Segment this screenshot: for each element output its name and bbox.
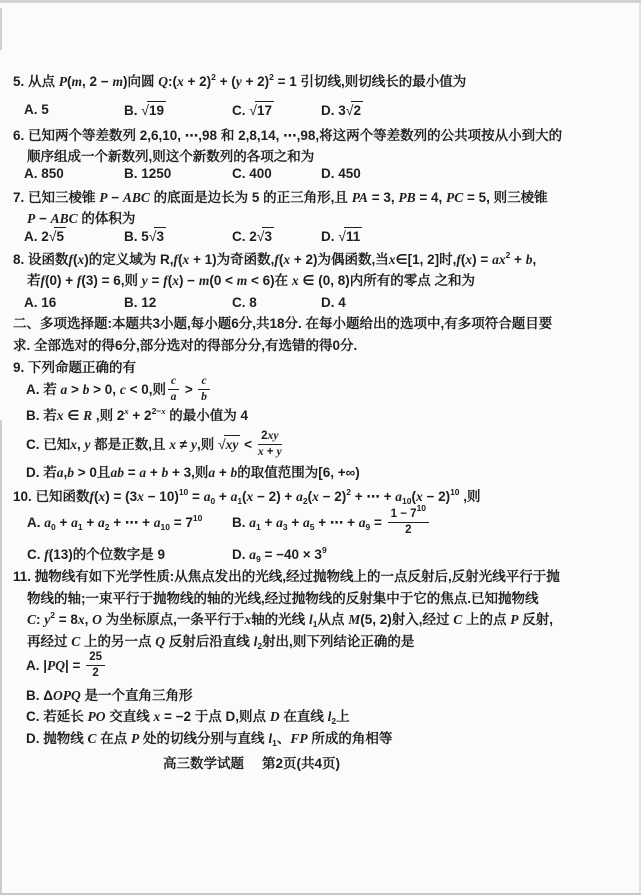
question-7-stem-line1: 7. 已知三棱锥 P − ABC 的底面是边长为 5 的正三角形,且 PA = 3, PB = 4, PC = 5, 则三棱锥 [13,190,548,205]
q8-option-c: C. 8 [232,295,257,310]
scan-topleft-edge [0,8,2,50]
section-2-header-line2: 求. 全部选对的得6分,部分选对的得部分分,有选错的得0分. [13,338,358,353]
q5-option-b: B. √19 [124,102,164,118]
q8-option-d: D. 4 [321,295,346,310]
scan-top-edge [0,0,641,3]
q5-option-c: C. √17 [232,102,272,118]
q5-option-a: A. 5 [24,102,49,117]
question-6-options [0,164,635,184]
q6-option-d: D. 450 [321,166,361,181]
question-11-stem-line4: 再经过 C 上的另一点 Q 反射后沿直线 $l_2$射出,则下列结论正确的是 [27,634,415,651]
question-5-stem: 5. 从点 P(m, 2 − m)向圆 Q:(x + $2)^2 + (y + 2)^2 = 1$ 引切线,则切线长的最小值为 [13,72,467,89]
q7-option-b: B. 5√3 [124,228,164,244]
question-6-stem-line2: 顺序组成一个新数列,则这个新数列的各项之和为 [27,149,315,164]
question-5-options [0,99,635,122]
q7-option-c: C. 2√3 [232,228,272,244]
q5-option-d: D. 3√2 [321,102,361,118]
q6-option-b: B. 1250 [124,166,172,181]
footer-exam-title: 高三数学试题 [163,756,244,771]
question-8-options [0,293,635,313]
q9-option-c: C. 已知x, y 都是正数,且 x ≠ y,则 √xy < $\frac{2xy}{x + y}$ [26,429,282,458]
q6-option-a: A. 850 [24,166,64,181]
question-8-stem-line2: 若f(0) + f(3) = 6,则 y = f(x) − m(0 < m < 6)在 x ∈ (0, 8)内所有的零点 之和为 [27,273,476,288]
section-2-header-line1: 二、多项选择题:本题共3小题,每小题6分,共18分. 在每小题给出的选项中,有多项符合题目要 [13,316,553,331]
question-7-stem-line2: P − ABC 的体积为 [27,211,136,226]
q11-option-c: C. 若延长 PO 交直线 x = −2 于点 D,则点 D 在直线 $l_2$上 [26,709,350,726]
q7-option-d: D. √11 [321,228,361,244]
q9-option-a: A. 若 a > b > 0, c < 0,则 $\frac{c}{a}$ > $\frac{c}{b}$ [0,375,635,405]
footer-page-number: 第2页(共4页) [262,756,341,771]
q8-option-b: B. 12 [124,295,157,310]
q6-option-c: C. 400 [232,166,272,181]
question-11-stem-line3: C: $y^2 = 8x$, O 为坐标原点,一条平行于x轴的光线 $l_1$从点 M(5, 2)射入,经过 C 上的点 P 反射, [27,610,554,629]
question-9-stem: 9. 下列命题正确的有 [13,360,137,375]
q10-option-a: A. $a_0 + a_1 + a_2$ + ⋯ + $a_{10} = 7^{10}$ [27,513,203,532]
q7-option-a: A. 2√5 [24,228,64,244]
question-10-options-row1 [0,502,635,538]
q11-option-b: B. ΔOPQ 是一个直角三角形 [26,688,193,703]
question-7-options [0,225,635,248]
q10-option-c: C. f(13)的个位数字是 9 [27,547,166,562]
question-8-stem-line1: 8. 设函数f(x)的定义域为 R,f(x + 1)为奇函数,f(x + 2)为偶函数,当x∈[1, 2]时$,f(x) = ax^2 + b$, [13,250,537,267]
q11-option-d: D. 抛物线 C 在点 P 处的切线分别与直线 $l_1$、FP 所成的角相等 [26,731,393,748]
question-11-stem-line2: 物线的轴;一束平行于抛物线的轴的光线,经过抛物线的反射集中于它的焦点.已知抛物线 [27,591,539,606]
question-11-stem-line1: 11. 抛物线有如下光学性质:从焦点发出的光线,经过抛物线上的一点反射后,反射光线平行于抛 [13,569,560,584]
q11-option-a: A. |PQ| = $\frac{25}{2}$ [0,651,635,681]
question-10-stem: 10. 已知函数$f(x) = (3x - 10)^{10} = a_0 + a_1(x - 2) + a_2(x - 2)^2$ + ⋯ + $a_{10}(x - 2)^{10}$ ,则 [13,487,481,506]
q9-option-b: B. 若x ∈ R ,则 $2^x + 2^{2-x}$ 的最小值为 4 [26,406,249,423]
page-footer [163,752,340,772]
q10-option-d: D. $a_9 = -40 \times 3^9$ [232,545,327,564]
q9-option-d: D. 若a,b > 0且ab = a + b + 3,则a + b的取值范围为[6, +∞) [26,465,360,480]
q10-option-b: B. $a_1 + a_3 + a_5$ + ⋯ + $a_9$ = $\frac{1 - 7^{10}}{2}$ [232,508,635,538]
question-6-stem-line1: 6. 已知两个等差数列 2,6,10, ⋯,98 和 2,8,14, ⋯,98,将这两个等差数列的公共项按从小到大的 [13,128,563,143]
question-10-options-row2 [0,545,635,565]
q8-option-a: A. 16 [24,295,57,310]
